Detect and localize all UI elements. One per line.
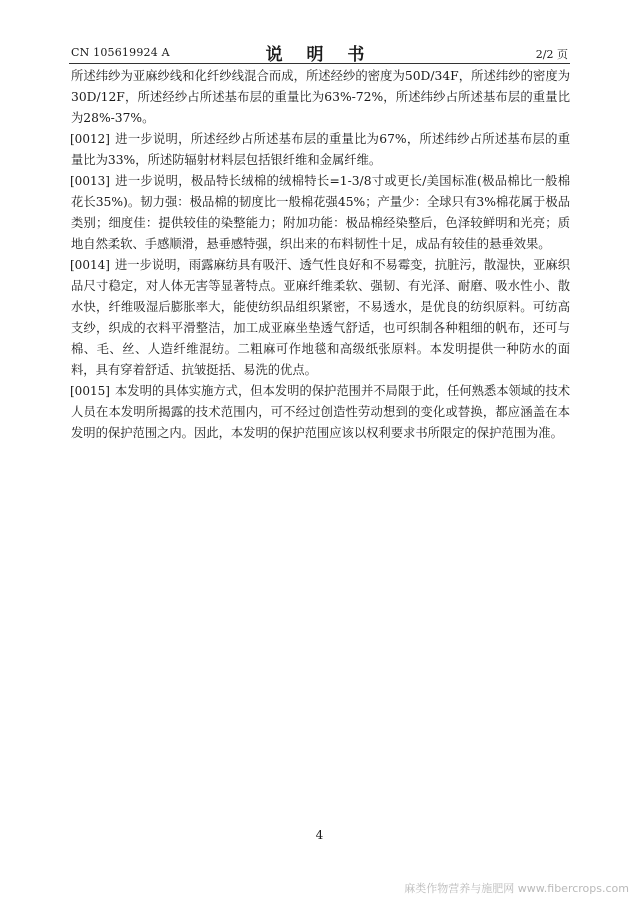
description-body xyxy=(71,66,570,444)
paragraph-number: [0015] xyxy=(70,384,110,398)
paragraph-number: [0014] xyxy=(70,258,110,272)
paragraph-continued xyxy=(71,66,570,129)
paragraph-0012 xyxy=(71,129,570,171)
paragraph-0015 xyxy=(71,381,570,444)
page-title: 说 明 书 xyxy=(265,45,374,65)
paragraph-text: 所述纬纱为亚麻纱线和化纤纱线混合而成，所述经纱的密度为50D/34F，所述纬纱的密度为30D/12F，所述经纱占所述基布层的重量比为63%-72%，所述纬纱占所述基布层的重量比为28%-37%。 xyxy=(71,69,570,125)
paragraph-text: 进一步说明，极品特长绒棉的绒棉特长=1-3/8寸或更长/美国标准(极品棉比一般棉花长35%)。韧力强：极品棉的韧度比一般棉花强45%；产量少：全球只有3%棉花属于极品类别；细度佳：提供较佳的染整能力；附加功能：极品棉经染整后，色泽较鲜明和光亮；质地自然柔软、手感顺滑，悬垂感特强，织出来的布料韧性十足，成品有较佳的悬垂效果。 xyxy=(71,174,570,251)
paragraph-text: 进一步说明，雨露麻纺具有吸汗、透气性良好和不易霉变，抗脏污，散湿快，亚麻织品尺寸稳定，对人体无害等显著特点。亚麻纤维柔软、强韧、有光泽、耐磨、吸水性小、散水快，纤维吸湿后膨胀率大，能使纺织品组织紧密，不易透水，是优良的纺织原料。可纺高支纱，织成的衣料平滑整洁，加工成亚麻坐垫透气舒适，也可织制各种粗细的帆布，还可与棉、毛、丝、人造纤维混纺。二粗麻可作地毯和高级纸张原料。本发明提供一种防水的面料，具有穿着舒适、抗皱挺括、易洗的优点。 xyxy=(71,258,570,377)
watermark: 麻类作物营养与施肥网 www.fibercrops.com xyxy=(404,882,629,895)
patent-number: CN 105619924 A xyxy=(71,46,170,59)
page-count: 2/2 页 xyxy=(535,48,568,61)
paragraph-number: [0012] xyxy=(70,132,110,146)
paragraph-number: [0013] xyxy=(70,174,110,188)
paragraph-text: 进一步说明，所述经纱占所述基布层的重量比为67%，所述纬纱占所述基布层的重量比为33%，所述防辐射材料层包括银纤维和金属纤维。 xyxy=(71,132,570,167)
paragraph-0013 xyxy=(71,171,570,255)
header-divider xyxy=(69,63,570,64)
page-number: 4 xyxy=(315,828,324,842)
paragraph-0014 xyxy=(71,255,570,381)
page-header xyxy=(71,40,568,64)
paragraph-text: 本发明的具体实施方式，但本发明的保护范围并不局限于此，任何熟悉本领域的技术人员在本发明所揭露的技术范围内，可不经过创造性劳动想到的变化或替换，都应涵盖在本发明的保护范围之内。因此，本发明的保护范围应该以权利要求书所限定的保护范围为准。 xyxy=(71,384,570,440)
